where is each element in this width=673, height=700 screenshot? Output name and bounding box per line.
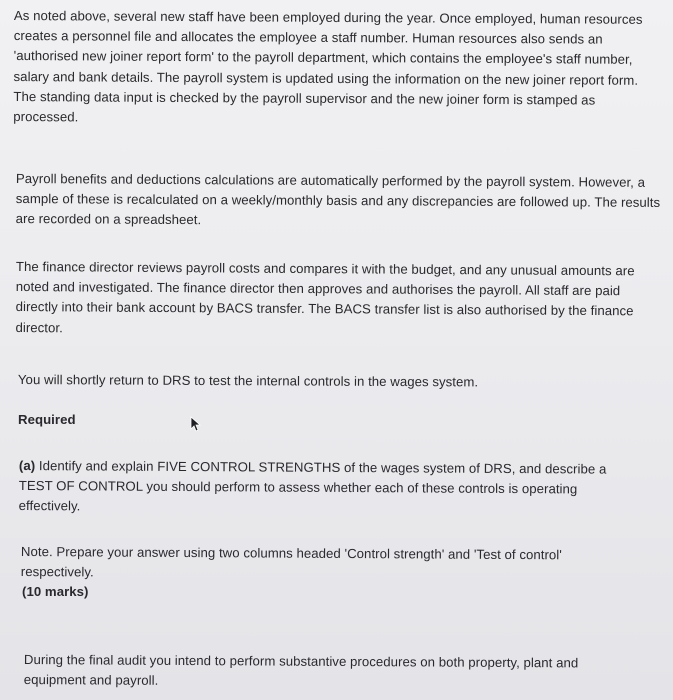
- paragraph-final-audit: During the final audit you intend to perform substantive procedures on both property, plant and equipment and payroll.: [23, 651, 579, 689]
- paragraph-new-joiners: As noted above, several new staff have been employed during the year. Once employed, human resources creates a personnel file and allocates the employee a staff number. Human resources also sends an 'authorised new joiner report form' to the payroll department, which contains the employee's staff number, salary and bank details. The payroll system is updated using the information on the new joiner report form. The standing data input is checked by the payroll supervisor and the new joiner form is stamped as processed.: [13, 7, 643, 125]
- question-a-label: (a): [18, 457, 36, 474]
- paragraph-return-to-drs: You will shortly return to DRS to test the internal controls in the wages system.: [17, 371, 479, 390]
- note-paragraph: Note. Prepare your answer using two columns headed 'Control strength' and 'Test of control' respectively.: [20, 543, 562, 580]
- marks-label: (10 marks): [22, 584, 89, 599]
- question-a: [19, 456, 629, 520]
- paragraph-finance-director: The finance director reviews payroll costs and compares it with the budget, and any unusual amounts are noted and investigated. The finance director then approves and authorises the payroll. All staff are paid directly into their bank account by BACS transfer. The BACS transfer list is also authorised by the finance director.: [15, 258, 635, 335]
- mouse-pointer-icon: [188, 416, 202, 432]
- paragraph-payroll-calculations: Payroll benefits and deductions calculations are automatically performed by the payroll system. However, a sample of these is recalculated on a weekly/monthly basis and any discrepancies are followed up. The results are recorded on a spreadsheet.: [15, 170, 661, 228]
- required-heading: Required: [18, 412, 76, 427]
- question-a-text: Identify and explain FIVE CONTROL STRENGTHS of the wages system of DRS, and describe a TEST OF CONTROL you should perform to assess whether each of these controls is operating effectively.: [18, 458, 607, 514]
